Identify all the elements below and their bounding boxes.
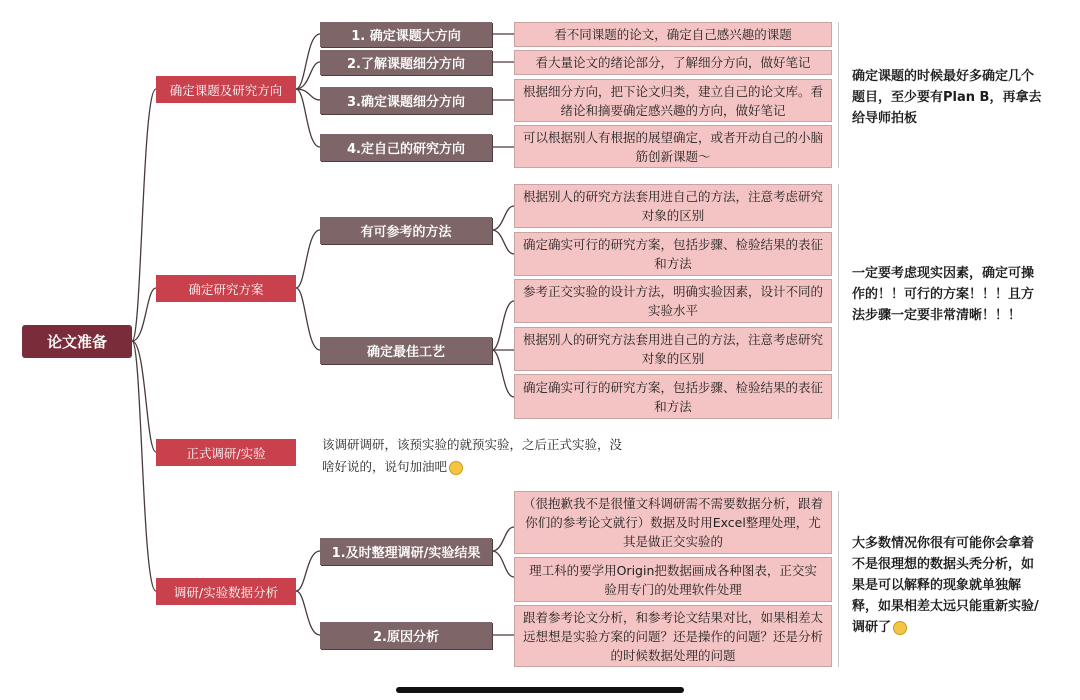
smile-emoji-icon — [449, 461, 463, 475]
note-divider-1 — [838, 22, 839, 168]
branch-research-plan[interactable]: 确定研究方案 — [156, 275, 296, 302]
note-analysis-text: 大多数情况你很有可能你会拿着不是很理想的数据头秃分析，如果是可以解释的现象就单独解释，如果相差太远只能重新实验/调研了 — [852, 536, 1039, 635]
leaf-analysis-3: 跟着参考论文分析，和参考论文结果对比，如果相差太远想想是实验方案的问题？还是操作的问题？还是分析的时候数据处理的问题 — [514, 605, 832, 667]
leaf-analysis-2: 理工科的要学用Origin把数据画成各种图表，正交实验用专门的处理软件处理 — [514, 557, 832, 602]
home-indicator[interactable] — [396, 687, 684, 693]
leaf-plan-2: 确定确实可行的研究方案，包括步骤、检验结果的表征和方法 — [514, 232, 832, 276]
subtopic-3[interactable]: 3.确定课题细分方向 — [320, 87, 492, 114]
leaf-plan-3: 参考正交实验的设计方法，明确实验因素，设计不同的实验水平 — [514, 279, 832, 323]
subtopic-1[interactable]: 1. 确定课题大方向 — [320, 22, 492, 47]
branch-data-analysis[interactable]: 调研/实验数据分析 — [156, 578, 296, 605]
branch-topic-direction[interactable]: 确定课题及研究方向 — [156, 76, 296, 103]
subtopic-reference-method[interactable]: 有可参考的方法 — [320, 217, 492, 244]
subtopic-organize-results[interactable]: 1.及时整理调研/实验结果 — [320, 538, 492, 565]
note-analysis — [852, 533, 1042, 638]
leaf-topic-2: 看大量论文的绪论部分，了解细分方向，做好笔记 — [514, 50, 832, 75]
subtopic-4[interactable]: 4.定自己的研究方向 — [320, 134, 492, 161]
leaf-topic-4: 可以根据别人有根据的展望确定，或者开动自己的小脑筋创新课题～ — [514, 125, 832, 168]
subtopic-cause-analysis[interactable]: 2.原因分析 — [320, 622, 492, 649]
formal-experiment-text — [322, 434, 632, 478]
note-divider-3 — [838, 491, 839, 667]
subtopic-2[interactable]: 2.了解课题细分方向 — [320, 50, 492, 75]
sweat-emoji-icon — [893, 621, 907, 635]
leaf-analysis-1: （很抱歉我不是很懂文科调研需不需要数据分析，跟着你们的参考论文就行）数据及时用Excel整理处理，尤其是做正交实验的 — [514, 491, 832, 554]
leaf-plan-4: 根据别人的研究方法套用进自己的方法，注意考虑研究对象的区别 — [514, 327, 832, 371]
leaf-plan-5: 确定确实可行的研究方案，包括步骤、检验结果的表征和方法 — [514, 374, 832, 419]
subtopic-best-process[interactable]: 确定最佳工艺 — [320, 337, 492, 364]
root-node[interactable]: 论文准备 — [22, 325, 132, 358]
branch-formal-experiment[interactable]: 正式调研/实验 — [156, 439, 296, 466]
leaf-topic-1: 看不同课题的论文，确定自己感兴趣的课题 — [514, 22, 832, 47]
note-plan: 一定要考虑现实因素，确定可操作的！！可行的方案！！！且方法步骤一定要非常清晰！！！ — [852, 266, 1035, 323]
leaf-topic-3: 根据细分方向，把下论文归类，建立自己的论文库。看绪论和摘要确定感兴趣的方向，做好笔记 — [514, 79, 832, 122]
note-divider-2 — [838, 184, 839, 419]
note-topic: 确定课题的时候最好多确定几个题目，至少要有Plan B，再拿去给导师拍板 — [852, 69, 1042, 126]
leaf-plan-1: 根据别人的研究方法套用进自己的方法，注意考虑研究对象的区别 — [514, 184, 832, 228]
formal-experiment-sentence: 该调研调研，该预实验的就预实验，之后正式实验，没啥好说的，说句加油吧 — [322, 437, 623, 474]
